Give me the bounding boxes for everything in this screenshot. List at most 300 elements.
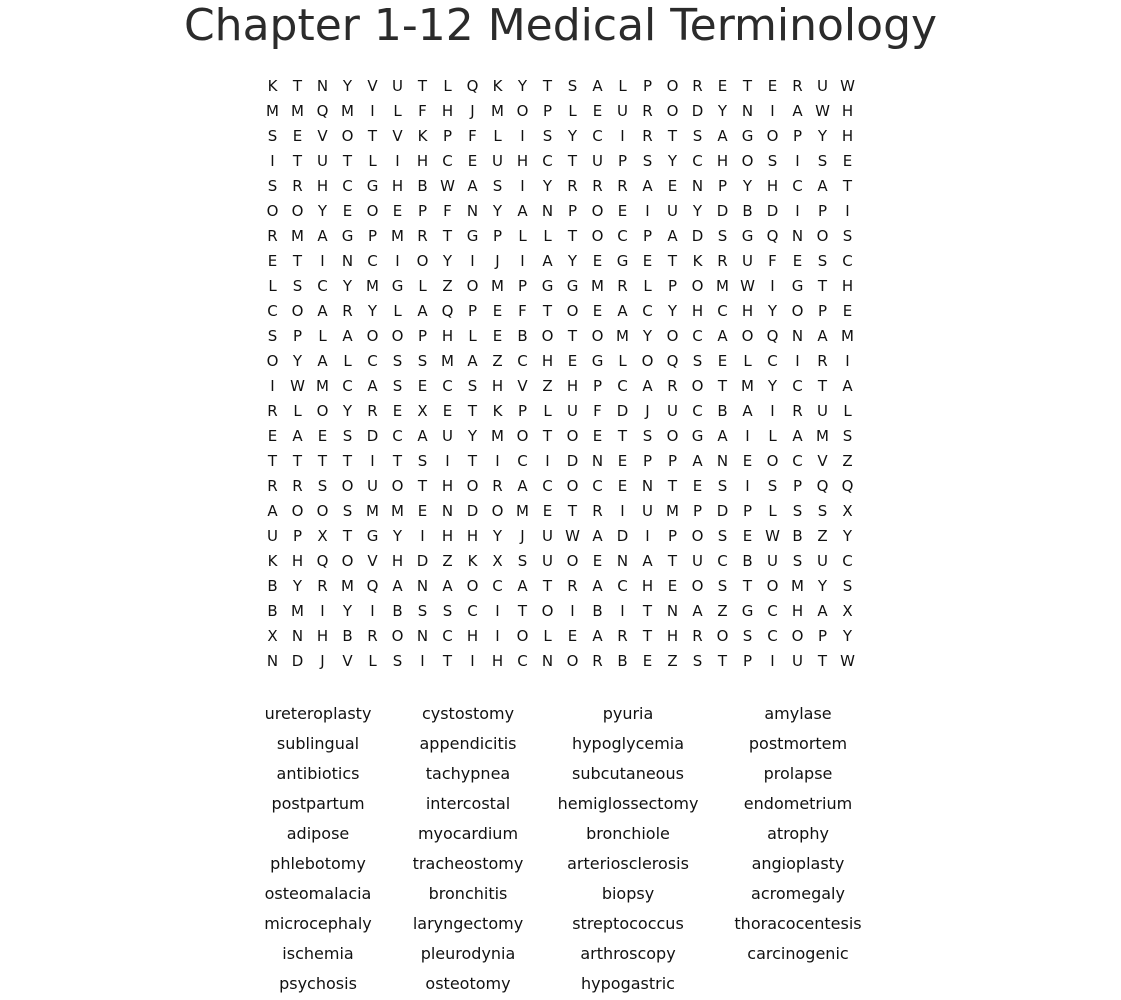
grid-letter[interactable]: R — [617, 277, 628, 295]
grid-letter[interactable]: S — [542, 127, 553, 145]
grid-letter[interactable]: T — [742, 77, 753, 95]
grid-letter[interactable]: E — [792, 252, 803, 270]
grid-letter[interactable]: L — [643, 277, 652, 295]
grid-letter[interactable]: E — [842, 152, 853, 170]
grid-letter[interactable]: E — [742, 527, 753, 545]
grid-letter[interactable]: F — [443, 202, 452, 220]
grid-letter[interactable]: A — [417, 302, 428, 320]
grid-letter[interactable]: L — [293, 402, 302, 420]
grid-letter[interactable]: W — [290, 377, 305, 395]
grid-letter[interactable]: C — [342, 177, 353, 195]
grid-letter[interactable]: T — [342, 452, 353, 470]
grid-letter[interactable]: T — [742, 577, 753, 595]
grid-letter[interactable]: P — [817, 627, 828, 645]
grid-letter[interactable]: I — [320, 252, 325, 270]
grid-letter[interactable]: N — [416, 577, 429, 595]
grid-letter[interactable]: U — [542, 552, 553, 570]
grid-letter[interactable]: B — [592, 602, 603, 620]
grid-letter[interactable]: T — [667, 252, 678, 270]
grid-letter[interactable]: I — [795, 202, 800, 220]
grid-letter[interactable]: D — [691, 227, 704, 245]
grid-letter[interactable]: S — [642, 152, 653, 170]
grid-letter[interactable]: P — [467, 302, 478, 320]
grid-letter[interactable]: N — [541, 202, 554, 220]
grid-letter[interactable]: N — [266, 652, 279, 670]
grid-letter[interactable]: H — [716, 152, 729, 170]
grid-letter[interactable]: M — [591, 277, 604, 295]
grid-letter[interactable]: N — [791, 327, 804, 345]
grid-letter[interactable]: I — [770, 652, 775, 670]
grid-letter[interactable]: S — [417, 352, 428, 370]
grid-letter[interactable]: H — [316, 177, 329, 195]
grid-letter[interactable]: T — [817, 277, 828, 295]
grid-letter[interactable]: U — [817, 77, 828, 95]
grid-letter[interactable]: B — [792, 527, 803, 545]
grid-letter[interactable]: T — [617, 427, 628, 445]
grid-letter[interactable]: S — [717, 477, 728, 495]
grid-letter[interactable]: E — [567, 627, 578, 645]
grid-letter[interactable]: M — [316, 377, 329, 395]
grid-letter[interactable]: U — [317, 152, 328, 170]
grid-letter[interactable]: J — [495, 252, 500, 270]
grid-letter[interactable]: A — [742, 402, 753, 420]
grid-letter[interactable]: M — [491, 102, 504, 120]
grid-letter[interactable]: R — [492, 477, 503, 495]
grid-letter[interactable]: O — [291, 302, 304, 320]
grid-letter[interactable]: O — [691, 277, 704, 295]
grid-letter[interactable]: N — [616, 552, 629, 570]
grid-letter[interactable]: B — [517, 327, 528, 345]
grid-letter[interactable]: C — [767, 602, 778, 620]
grid-letter[interactable]: O — [766, 577, 779, 595]
grid-letter[interactable]: I — [520, 177, 525, 195]
grid-letter[interactable]: T — [567, 327, 578, 345]
grid-letter[interactable]: C — [717, 302, 728, 320]
grid-letter[interactable]: W — [740, 277, 755, 295]
grid-letter[interactable]: S — [842, 427, 853, 445]
grid-letter[interactable]: I — [520, 127, 525, 145]
grid-letter[interactable]: S — [817, 152, 828, 170]
grid-letter[interactable]: L — [468, 327, 477, 345]
grid-letter[interactable]: T — [517, 602, 528, 620]
grid-letter[interactable]: S — [792, 502, 803, 520]
grid-letter[interactable]: O — [516, 627, 529, 645]
grid-letter[interactable]: T — [542, 427, 553, 445]
grid-letter[interactable]: A — [392, 577, 403, 595]
grid-letter[interactable]: Y — [542, 177, 553, 195]
grid-letter[interactable]: G — [366, 527, 379, 545]
grid-letter[interactable]: R — [642, 127, 653, 145]
grid-letter[interactable]: O — [591, 327, 604, 345]
grid-letter[interactable]: I — [745, 427, 750, 445]
grid-letter[interactable]: P — [567, 202, 578, 220]
grid-letter[interactable]: M — [741, 377, 754, 395]
grid-letter[interactable]: Y — [567, 252, 578, 270]
grid-letter[interactable]: E — [267, 427, 278, 445]
grid-letter[interactable]: L — [318, 327, 327, 345]
grid-letter[interactable]: U — [742, 252, 753, 270]
grid-letter[interactable]: Y — [767, 302, 778, 320]
grid-letter[interactable]: Y — [817, 127, 828, 145]
grid-letter[interactable]: O — [516, 102, 529, 120]
grid-letter[interactable]: P — [592, 377, 603, 395]
grid-letter[interactable]: B — [742, 202, 753, 220]
grid-letter[interactable]: A — [592, 527, 603, 545]
grid-letter[interactable]: M — [366, 277, 379, 295]
grid-letter[interactable]: O — [391, 477, 404, 495]
grid-letter[interactable]: P — [817, 202, 828, 220]
grid-letter[interactable]: O — [366, 327, 379, 345]
grid-letter[interactable]: A — [317, 352, 328, 370]
grid-letter[interactable]: O — [341, 552, 354, 570]
grid-letter[interactable]: I — [795, 352, 800, 370]
grid-letter[interactable]: A — [317, 302, 328, 320]
grid-letter[interactable]: V — [817, 452, 828, 470]
grid-letter[interactable]: K — [417, 127, 428, 145]
grid-letter[interactable]: L — [268, 277, 277, 295]
grid-letter[interactable]: S — [292, 277, 303, 295]
grid-letter[interactable]: H — [441, 327, 454, 345]
grid-letter[interactable]: D — [616, 402, 629, 420]
grid-letter[interactable]: L — [568, 102, 577, 120]
grid-letter[interactable]: O — [591, 227, 604, 245]
grid-letter[interactable]: R — [567, 577, 578, 595]
grid-letter[interactable]: S — [792, 552, 803, 570]
grid-letter[interactable]: U — [667, 402, 678, 420]
grid-letter[interactable]: B — [417, 177, 428, 195]
grid-letter[interactable]: E — [417, 377, 428, 395]
grid-letter[interactable]: T — [342, 152, 353, 170]
grid-letter[interactable]: E — [717, 352, 728, 370]
grid-letter[interactable]: H — [391, 177, 404, 195]
grid-letter[interactable]: R — [267, 402, 278, 420]
grid-letter[interactable]: T — [292, 452, 303, 470]
grid-letter[interactable]: R — [692, 77, 703, 95]
grid-letter[interactable]: N — [791, 227, 804, 245]
grid-letter[interactable]: E — [642, 652, 653, 670]
grid-letter[interactable]: Y — [392, 527, 403, 545]
grid-letter[interactable]: J — [320, 652, 325, 670]
grid-letter[interactable]: O — [466, 477, 479, 495]
grid-letter[interactable]: B — [742, 552, 753, 570]
grid-letter[interactable]: K — [492, 77, 503, 95]
grid-letter[interactable]: A — [317, 227, 328, 245]
grid-letter[interactable]: B — [267, 602, 278, 620]
grid-letter[interactable]: S — [517, 552, 528, 570]
grid-letter[interactable]: S — [417, 602, 428, 620]
grid-letter[interactable]: I — [795, 152, 800, 170]
grid-letter[interactable]: P — [517, 277, 528, 295]
grid-letter[interactable]: I — [770, 102, 775, 120]
grid-letter[interactable]: Y — [767, 377, 778, 395]
grid-letter[interactable]: A — [442, 577, 453, 595]
grid-letter[interactable]: T — [442, 227, 453, 245]
grid-letter[interactable]: I — [770, 402, 775, 420]
grid-letter[interactable]: E — [592, 302, 603, 320]
grid-letter[interactable]: P — [817, 302, 828, 320]
grid-letter[interactable]: G — [691, 427, 704, 445]
grid-letter[interactable]: I — [420, 652, 425, 670]
grid-letter[interactable]: O — [741, 327, 754, 345]
grid-letter[interactable]: T — [367, 127, 378, 145]
grid-letter[interactable]: J — [645, 402, 650, 420]
grid-letter[interactable]: T — [567, 227, 578, 245]
grid-letter[interactable]: E — [842, 302, 853, 320]
grid-letter[interactable]: R — [792, 77, 803, 95]
grid-letter[interactable]: V — [367, 77, 378, 95]
grid-letter[interactable]: S — [692, 127, 703, 145]
grid-letter[interactable]: O — [566, 552, 579, 570]
grid-letter[interactable]: R — [292, 477, 303, 495]
grid-letter[interactable]: L — [543, 227, 552, 245]
grid-letter[interactable]: I — [395, 152, 400, 170]
grid-letter[interactable]: P — [642, 452, 653, 470]
grid-letter[interactable]: Y — [492, 527, 503, 545]
grid-letter[interactable]: O — [741, 152, 754, 170]
grid-letter[interactable]: A — [717, 327, 728, 345]
grid-letter[interactable]: Y — [667, 152, 678, 170]
grid-letter[interactable]: W — [565, 527, 580, 545]
grid-letter[interactable]: C — [367, 252, 378, 270]
grid-letter[interactable]: G — [591, 352, 604, 370]
grid-letter[interactable]: H — [516, 152, 529, 170]
grid-letter[interactable]: C — [367, 352, 378, 370]
grid-letter[interactable]: X — [842, 502, 853, 520]
grid-letter[interactable]: R — [292, 177, 303, 195]
grid-letter[interactable]: P — [792, 127, 803, 145]
grid-letter[interactable]: O — [491, 502, 504, 520]
grid-letter[interactable]: F — [468, 127, 477, 145]
grid-letter[interactable]: S — [267, 327, 278, 345]
grid-letter[interactable]: N — [666, 602, 679, 620]
grid-letter[interactable]: N — [416, 627, 429, 645]
grid-letter[interactable]: T — [667, 127, 678, 145]
grid-letter[interactable]: Y — [342, 77, 353, 95]
grid-letter[interactable]: M — [391, 502, 404, 520]
grid-letter[interactable]: U — [542, 527, 553, 545]
grid-letter[interactable]: L — [743, 352, 752, 370]
grid-letter[interactable]: P — [742, 652, 753, 670]
grid-letter[interactable]: I — [370, 102, 375, 120]
grid-letter[interactable]: S — [392, 377, 403, 395]
grid-letter[interactable]: O — [716, 627, 729, 645]
grid-letter[interactable]: I — [645, 202, 650, 220]
grid-letter[interactable]: C — [792, 452, 803, 470]
grid-letter[interactable]: H — [666, 627, 679, 645]
grid-letter[interactable]: H — [491, 652, 504, 670]
grid-letter[interactable]: E — [617, 477, 628, 495]
grid-letter[interactable]: Z — [492, 352, 503, 370]
grid-letter[interactable]: H — [466, 527, 479, 545]
grid-letter[interactable]: M — [841, 327, 854, 345]
grid-letter[interactable]: P — [542, 102, 553, 120]
grid-letter[interactable]: Y — [642, 327, 653, 345]
grid-letter[interactable]: B — [342, 627, 353, 645]
grid-letter[interactable]: W — [765, 527, 780, 545]
grid-letter[interactable]: M — [616, 327, 629, 345]
grid-letter[interactable]: U — [492, 152, 503, 170]
grid-letter[interactable]: C — [692, 152, 703, 170]
grid-letter[interactable]: L — [393, 302, 402, 320]
grid-letter[interactable]: P — [292, 527, 303, 545]
grid-letter[interactable]: G — [741, 602, 754, 620]
grid-letter[interactable]: V — [517, 377, 528, 395]
grid-letter[interactable]: D — [691, 102, 704, 120]
grid-letter[interactable]: O — [316, 502, 329, 520]
grid-letter[interactable]: D — [416, 552, 429, 570]
grid-letter[interactable]: E — [592, 427, 603, 445]
grid-letter[interactable]: B — [717, 402, 728, 420]
grid-letter[interactable]: L — [443, 77, 452, 95]
grid-letter[interactable]: P — [292, 327, 303, 345]
grid-letter[interactable]: O — [691, 577, 704, 595]
grid-letter[interactable]: G — [616, 252, 629, 270]
grid-letter[interactable]: E — [267, 252, 278, 270]
grid-letter[interactable]: I — [470, 652, 475, 670]
grid-letter[interactable]: Y — [742, 177, 753, 195]
grid-letter[interactable]: I — [270, 152, 275, 170]
grid-letter[interactable]: R — [617, 627, 628, 645]
grid-letter[interactable]: F — [593, 402, 602, 420]
grid-letter[interactable]: R — [367, 402, 378, 420]
grid-letter[interactable]: Y — [342, 602, 353, 620]
grid-letter[interactable]: O — [391, 327, 404, 345]
grid-letter[interactable]: L — [418, 277, 427, 295]
grid-letter[interactable]: A — [342, 327, 353, 345]
grid-letter[interactable]: T — [317, 452, 328, 470]
grid-letter[interactable]: L — [493, 127, 502, 145]
grid-letter[interactable]: S — [442, 602, 453, 620]
grid-letter[interactable]: R — [267, 477, 278, 495]
grid-letter[interactable]: L — [368, 152, 377, 170]
grid-letter[interactable]: O — [791, 302, 804, 320]
grid-letter[interactable]: E — [442, 402, 453, 420]
grid-letter[interactable]: H — [291, 552, 304, 570]
grid-letter[interactable]: W — [840, 77, 855, 95]
grid-letter[interactable]: O — [266, 202, 279, 220]
grid-letter[interactable]: U — [817, 552, 828, 570]
grid-letter[interactable]: P — [417, 202, 428, 220]
grid-letter[interactable]: S — [717, 577, 728, 595]
grid-letter[interactable]: H — [841, 127, 854, 145]
grid-letter[interactable]: Z — [442, 552, 453, 570]
grid-letter[interactable]: S — [767, 152, 778, 170]
grid-letter[interactable]: M — [816, 427, 829, 445]
grid-letter[interactable]: U — [617, 102, 628, 120]
grid-letter[interactable]: M — [666, 502, 679, 520]
grid-letter[interactable]: I — [370, 602, 375, 620]
grid-letter[interactable]: X — [492, 552, 503, 570]
grid-letter[interactable]: G — [566, 277, 579, 295]
grid-letter[interactable]: G — [366, 177, 379, 195]
grid-letter[interactable]: G — [466, 227, 479, 245]
grid-letter[interactable]: I — [770, 277, 775, 295]
grid-letter[interactable]: Q — [466, 77, 479, 95]
grid-letter[interactable]: D — [716, 502, 729, 520]
grid-letter[interactable]: C — [642, 302, 653, 320]
grid-letter[interactable]: Y — [842, 527, 853, 545]
grid-letter[interactable]: T — [342, 527, 353, 545]
grid-letter[interactable]: Z — [842, 452, 853, 470]
grid-letter[interactable]: U — [592, 152, 603, 170]
grid-letter[interactable]: U — [792, 652, 803, 670]
grid-letter[interactable]: S — [342, 502, 353, 520]
grid-letter[interactable]: H — [766, 177, 779, 195]
grid-letter[interactable]: I — [420, 527, 425, 545]
grid-letter[interactable]: M — [341, 102, 354, 120]
grid-letter[interactable]: C — [317, 277, 328, 295]
grid-letter[interactable]: E — [767, 77, 778, 95]
grid-letter[interactable]: P — [667, 452, 678, 470]
grid-letter[interactable]: O — [691, 527, 704, 545]
grid-letter[interactable]: O — [366, 202, 379, 220]
grid-letter[interactable]: T — [542, 77, 553, 95]
grid-letter[interactable]: M — [366, 502, 379, 520]
grid-letter[interactable]: U — [767, 552, 778, 570]
grid-letter[interactable]: C — [617, 577, 628, 595]
grid-letter[interactable]: C — [792, 377, 803, 395]
grid-letter[interactable]: C — [767, 352, 778, 370]
grid-letter[interactable]: Z — [442, 277, 453, 295]
grid-letter[interactable]: O — [566, 302, 579, 320]
grid-letter[interactable]: A — [467, 352, 478, 370]
grid-letter[interactable]: P — [717, 177, 728, 195]
grid-letter[interactable]: R — [717, 252, 728, 270]
grid-letter[interactable]: C — [517, 352, 528, 370]
grid-letter[interactable]: S — [817, 252, 828, 270]
grid-letter[interactable]: G — [391, 277, 404, 295]
grid-letter[interactable]: N — [691, 177, 704, 195]
grid-letter[interactable]: P — [442, 127, 453, 145]
grid-letter[interactable]: C — [542, 477, 553, 495]
grid-letter[interactable]: O — [666, 327, 679, 345]
grid-letter[interactable]: P — [492, 227, 503, 245]
grid-letter[interactable]: O — [266, 352, 279, 370]
grid-letter[interactable]: W — [440, 177, 455, 195]
grid-letter[interactable]: H — [541, 352, 554, 370]
grid-letter[interactable]: C — [442, 377, 453, 395]
grid-letter[interactable]: G — [341, 227, 354, 245]
grid-letter[interactable]: S — [692, 652, 703, 670]
grid-letter[interactable]: E — [342, 202, 353, 220]
grid-letter[interactable]: D — [466, 502, 479, 520]
grid-letter[interactable]: K — [267, 77, 278, 95]
grid-letter[interactable]: T — [817, 377, 828, 395]
grid-letter[interactable]: M — [791, 577, 804, 595]
grid-letter[interactable]: C — [692, 327, 703, 345]
grid-letter[interactable]: A — [692, 452, 703, 470]
grid-letter[interactable]: A — [842, 377, 853, 395]
grid-letter[interactable]: T — [267, 452, 278, 470]
grid-letter[interactable]: P — [667, 277, 678, 295]
grid-letter[interactable]: W — [840, 652, 855, 670]
grid-letter[interactable]: S — [767, 477, 778, 495]
grid-letter[interactable]: G — [741, 227, 754, 245]
grid-letter[interactable]: S — [342, 427, 353, 445]
grid-letter[interactable]: C — [792, 177, 803, 195]
grid-letter[interactable]: T — [292, 252, 303, 270]
grid-letter[interactable]: E — [667, 577, 678, 595]
grid-letter[interactable]: O — [391, 627, 404, 645]
grid-letter[interactable]: C — [692, 402, 703, 420]
grid-letter[interactable]: X — [842, 602, 853, 620]
grid-letter[interactable]: S — [467, 377, 478, 395]
grid-letter[interactable]: P — [617, 152, 628, 170]
grid-letter[interactable]: K — [467, 552, 478, 570]
grid-letter[interactable]: T — [642, 602, 653, 620]
grid-letter[interactable]: H — [441, 477, 454, 495]
grid-letter[interactable]: A — [517, 477, 528, 495]
